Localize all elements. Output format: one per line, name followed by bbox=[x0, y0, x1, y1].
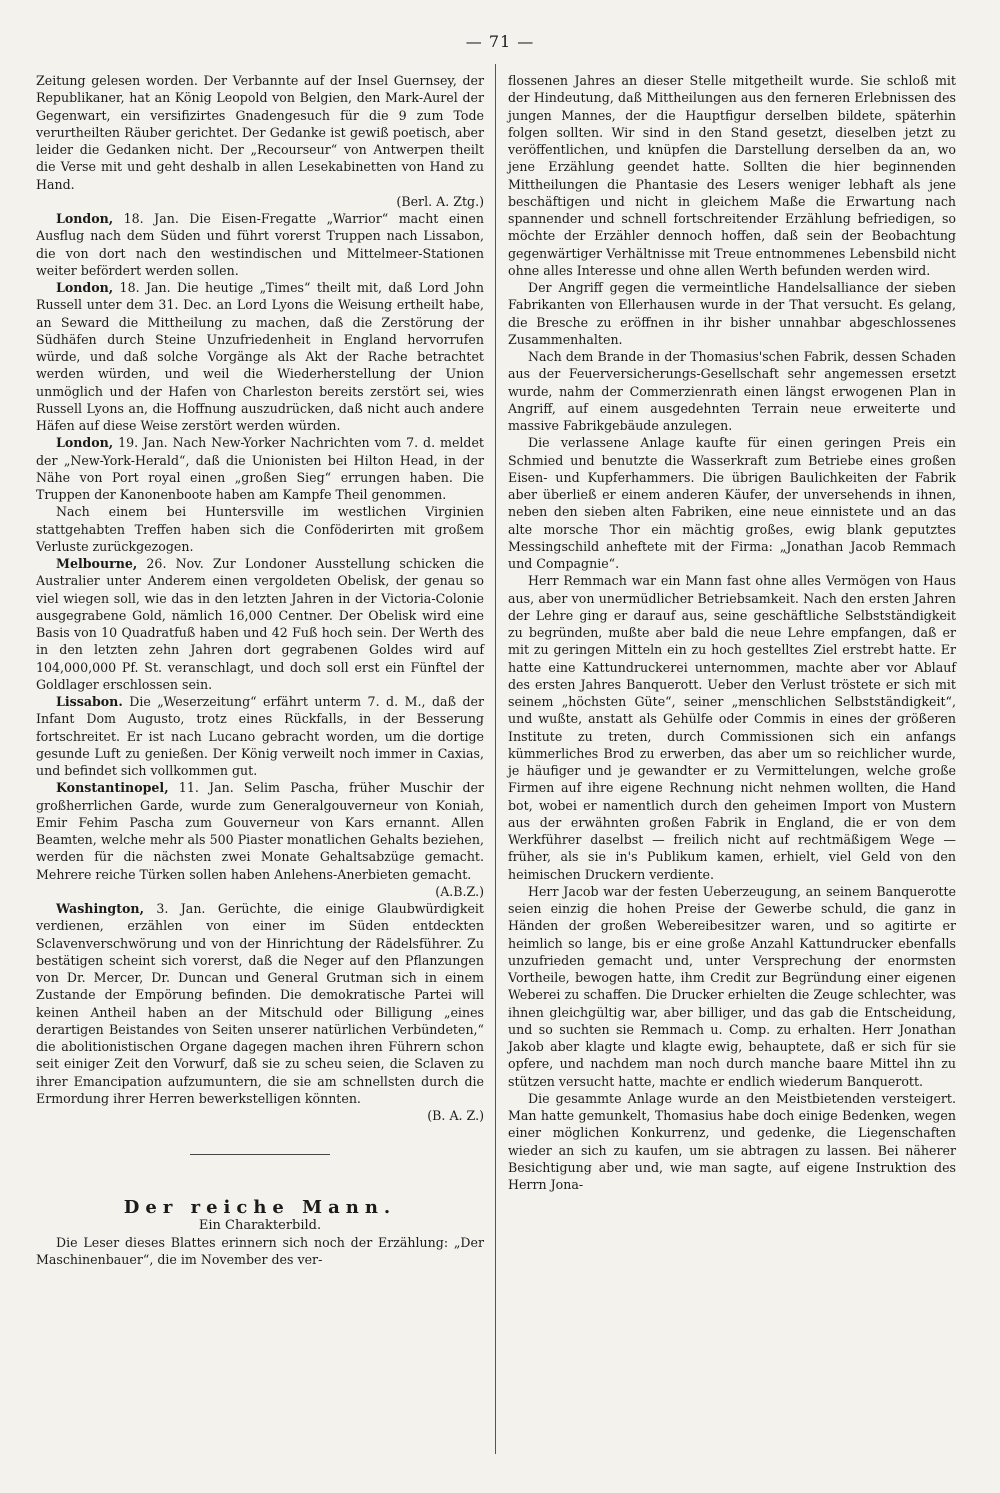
story-paragraph: flossenen Jahres an dieser Stelle mitgetheilt wurde. Sie schloß mit der Hindeutung, daß Mittheilungen aus den ferneren Erlebnissen des jungen Mannes, der die Hauptfigur derselben bildete, späterhin folgen sollten. Wir sind in den Stand gesetzt, dieselben jetzt zu veröffentlichen, und knüpfen die Darstellung derselben da an, wo jene Erzählung geendet hatte. Sollten die hier beginnenden Mittheilungen die Phantasie des Lesers weniger lebhaft als jene beschäftigen und nicht in gleichem Maße die Erwartung nach spannender und schnell fortschreitender Erzählung befriedigen, so möchte der Erzähler dennoch hoffen, daß sein der Beobachtung gegenwärtiger Verhältnisse mit Treue entnommenes Lebensbild nicht ohne alles Interesse und ohne allen Werth befunden werden wird. bbox=[508, 73, 956, 278]
story-paragraphs bbox=[508, 72, 956, 1193]
dateline-place: London, bbox=[56, 435, 114, 451]
news-item bbox=[36, 555, 484, 693]
story-paragraph: Herr Remmach war ein Mann fast ohne alles Vermögen von Haus aus, aber von unermüdlicher Betriebsamkeit. Nach den ersten Jahren der Lehre ging er darauf aus, seine geschäftliche Selbstständigkeit zu begründen, mußte aber bald die neue Lehre empfangen, daß er mit zu geringen Mitteln ein zu hoch gestelltes Ziel erstrebt hatte. Er hatte eine Kattundruckerei unternommen, machte aber vor Ablauf des ersten Jahres Banquerott. Ueber den Verlust tröstete er sich mit seinem „höchsten Güte“, seiner „menschlichen Selbstständigkeit“, und wußte, anstatt als Gehülfe oder Commis in eines der größeren Institute zu treten, durch Commissionen sich ein anfangs kümmerliches Brod zu erwerben, das aber um so reichlicher wurde, je häufiger und je gewandter er zu Vermittelungen, welche große Firmen auf ihre eigene Rechnung nicht nehmen wollten, die Hand bot, wobei er namentlich durch den geheimen Import von Mustern aus der erwähnten großen Fabrik in England, die er von dem Werkführer daselbst — freilich nicht auf rechtmäßigem Wege — früher, als sie in's Publikum kamen, erhielt, viel Geld von den heimischen Druckern verdiente. bbox=[508, 573, 956, 882]
news-text: 19. Jan. Nach New-Yorker Nachrichten vom 7. d. meldet der „New-York-Herald“, daß die Unionisten bei Hilton Head, in der Nähe von Port royal einen „großen Sieg“ errungen haben. Die Truppen der Kanonenboote haben am Kampfe Theil genommen. bbox=[36, 435, 484, 502]
dateline-place: Konstantinopel, bbox=[56, 780, 169, 796]
news-item bbox=[36, 210, 484, 279]
story-paragraph: Herr Jacob war der festen Ueberzeugung, an seinem Banquerotte seien einzig die hohen Preise der Gewerbe schuld, die ganz in Händen der großen Webereibesitzer waren, und so agitirte er heimlich so lange, bis er eine große Anzahl Kattundrucker ebenfalls unzufrieden gemacht und, unter Versprechung der enormsten Vortheile, bewogen hatte, ihm Credit zur Begründung einer eigenen Weberei zu schaffen. Die Drucker erhielten die Zeuge schlechter, was ihnen gleichgültig war, aber billiger, und das gab die Entscheidung, und so suchten sie Remmach u. Comp. zu erhalten. Herr Jonathan Jakob aber klagte und klagte ewig, behauptete, daß er sich für sie opfere, und nachdem man noch durch manche baare Mittel ihn zu stützen versucht hatte, machte er endlich wiederum Banquerott. bbox=[508, 883, 956, 1089]
news-text: 18. Jan. Die Eisen-Fregatte „Warrior“ macht einen Ausflug nach dem Süden und führt vorerst Truppen nach Lissabon, die von dort nach den westindischen und Mittelmeer-Stationen weiter befördert werden sollen. bbox=[36, 211, 484, 278]
news-text: Zeitung gelesen worden. Der Verbannte auf der Insel Guernsey, der Republikaner, hat an König Leopold von Belgien, den Mark-Aurel der Gegenwart, ein versifizirtes Gnadengesuch für die 9 zum Tode verurtheilten Räuber gerichtet. Der Gedanke ist gewiß poetisch, aber leider die Gedanken nicht. Der „Recourseur“ von Antwerpen theilt die Verse mit und geht deshalb in allen Lesekabinetten von Hand zu Hand. bbox=[36, 73, 484, 192]
news-item bbox=[36, 779, 484, 900]
dateline-place: Lissabon. bbox=[56, 694, 123, 709]
story-intro: Die Leser dieses Blattes erinnern sich noch der Erzählung: „Der Maschinenbauer“, die im November des ver- bbox=[36, 1234, 484, 1267]
news-item bbox=[36, 503, 484, 555]
news-text: 3. Jan. Gerüchte, die einige Glaubwürdigkeit verdienen, erzählen von einer im Süden entdeckten Sclavenverschwörung und von der Hinrichtung der Rädelsführer. Zu bestätigen scheint sich vorerst, daß die Neger auf den Pflanzungen von Dr. Mercer, Dr. Duncan und General Grutman sich in einem Zustande der Empörung befinden. Die demokratische Partei will keinen Antheil haben an der Mitschuld oder Billigung „eines derartigen Beistandes von Seiten unserer natürlichen Verbündeten,“ die abolitionistischen Organe dagegen machen ihren Führern schon seit einiger Zeit den Vorwurf, daß sie zu scheu seien, die Sclaven zu ihrer Emancipation aufzumuntern, die sie am schnellsten durch die Ermordung ihrer Herren bewerkstelligen könnten. bbox=[36, 901, 484, 1106]
section-rule bbox=[190, 1154, 330, 1155]
story-paragraph: Nach dem Brande in der Thomasius'schen Fabrik, dessen Schaden aus der Feuerversicherungs-Gesellschaft sehr angemessen ersetzt wurde, nahm der Commerzienrath einen längst erwogenen Plan in Angriff, auf einem ausgedehnten Terrain neue erweiterte und massive Fabrikgebäude anzulegen. bbox=[508, 349, 956, 433]
column-divider bbox=[495, 64, 496, 1454]
story-paragraph: Der Angriff gegen die vermeintliche Handelsalliance der sieben Fabrikanten von Ellerhausen wurde in der That versucht. Es gelang, die Bresche zu eröffnen in ihr bisher unnahbar abgeschlossenes Zusammenhalten. bbox=[508, 280, 956, 347]
dateline-place: Washington, bbox=[56, 901, 144, 916]
news-item bbox=[36, 900, 484, 1124]
story-paragraph: Die verlassene Anlage kaufte für einen geringen Preis ein Schmied und benutzte die Wasserkraft zum Betriebe eines großen Eisen- und Kupferhammers. Die übrigen Baulichkeiten der Fabrik aber überließ er einem anderen Käufer, der unversehends in ihnen, neben den sieben alten Fabriken, eine neue einnistete und an das alte morsche Thor ein mächtig großes, ewig blank geputztes Messingschild anheftete mit der Firma: „Jonathan Jacob Remmach und Compagnie“. bbox=[508, 435, 956, 571]
news-text: 26. Nov. Zur Londoner Ausstellung schicken die Australier unter Anderem einen vergoldeten Obelisk, der genau so viel wiegen soll, wie das in den letzten Jahren in der Victoria-Colonie ausgegrabene Gold, nämlich 16,000 Centner. Der Obelisk wird eine Basis von 10 Quadratfuß haben und 42 Fuß hoch sein. Der Werth des in den letzten zehn Jahren dort gegrabenen Goldes wird auf 104,000,000 Pf. St. veranschlagt, und doch soll erst ein Fünftel der Goldlager erschlossen sein. bbox=[36, 556, 484, 692]
news-item bbox=[36, 279, 484, 434]
news-text: Die „Weserzeitung“ erfährt unterm 7. d. M., daß der Infant Dom Augusto, trotz eines Rückfalls, in der Besserung fortschreitet. Er ist nach Lucano gebracht worden, um die dortige gesunde Luft zu genießen. Der König verweilt noch immer in Caxias, und befindet sich vollkommen gut. bbox=[36, 694, 484, 778]
news-item bbox=[36, 693, 484, 779]
story-subtitle: Ein Charakterbild. bbox=[198, 1217, 322, 1233]
news-text: 11. Jan. Selim Pascha, früher Muschir der großherrlichen Garde, wurde zum Generalgouverneur von Koniah, Emir Fehim Pascha zum Gouverneur von Kars ernannt. Allen Beamten, welche mehr als 500 Piaster monatlichen Gehalts beziehen, werden für die nächsten zwei Monate Gehaltsabzüge gemacht. Mehrere reiche Türken sollen haben Anlehens-Anerbieten gemacht. bbox=[36, 780, 484, 882]
dateline-place: London, bbox=[56, 211, 114, 226]
source-signature: (Berl. A. Ztg.) bbox=[396, 193, 484, 209]
news-text: 18. Jan. Die heutige „Times“ theilt mit, daß Lord John Russell unter dem 31. Dec. an Lord Lyons die Weisung ertheilt habe, an Seward die Mittheilung zu machen, daß die Zerstörung der Südhäfen durch Steine Unzufriedenheit in England hervorrufen würde, und daß solche Vorgänge als Akt der Rache betrachtet werden würden, und weil die Wiederherstellung der Union unmöglich und der Hafen von Charleston bereits zerstört sei, wies Russell Lyons an, die Hoffnung auszudrücken, daß nicht auch andere Häfen auf diese Weise zerstört werden würden. bbox=[36, 280, 484, 433]
page-number: — 71 — bbox=[465, 32, 535, 51]
source-signature: (B. A. Z.) bbox=[427, 1108, 484, 1123]
dateline-place: Melbourne, bbox=[56, 556, 138, 571]
left-column bbox=[36, 72, 484, 1268]
news-item bbox=[36, 72, 484, 210]
news-text: Nach einem bei Huntersville im westlichen Virginien stattgehabten Treffen haben sich die Conföderirten mit großem Verluste zurückgezogen. bbox=[36, 504, 484, 554]
source-signature: (A.B.Z.) bbox=[435, 883, 484, 899]
news-item bbox=[36, 434, 484, 503]
story-title: Der reiche Mann. bbox=[123, 1197, 397, 1219]
news-items bbox=[36, 72, 484, 1124]
right-column bbox=[508, 72, 956, 1193]
story-paragraph: Die gesammte Anlage wurde an den Meistbietenden versteigert. Man hatte gemunkelt, Thomasius habe doch einige Bedenken, wegen einer möglichen Konkurrenz, und gedenke, die Liegenschaften wieder an sich zu kaufen, um sie abtragen zu lassen. Bei näherer Besichtigung aber und, wie man sagte, auf eigene Instruktion des Herrn Jona- bbox=[508, 1090, 956, 1192]
dateline-place: London, bbox=[56, 280, 114, 295]
